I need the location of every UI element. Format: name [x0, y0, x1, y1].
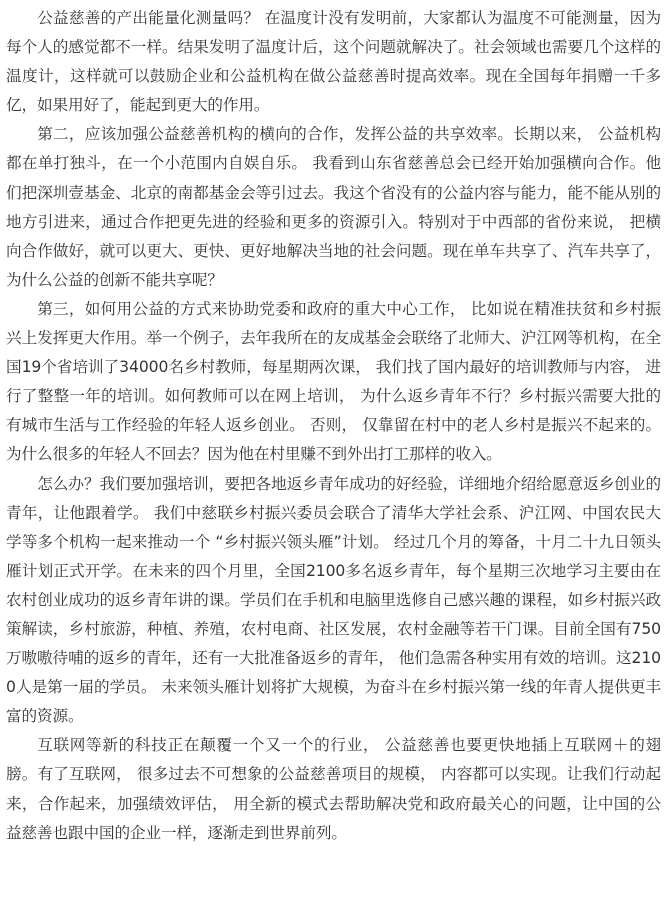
paragraph-internet-plus: 互联网等新的科技正在颠覆一个又一个的行业， 公益慈善也要更快地插上互联网＋的翅膀。有了互联网， 很多过去不可想象的公益慈善项目的规模， 内容都可以实现。让我们行动起来，合作起来，加强绩效评估， 用全新的模式去帮助解决党和政府最关心的问题，让中国的公益慈善也跟中国的企业一样，逐渐走到世界前列。 [6, 736, 661, 842]
paragraph-third-rural-revitalization: 第三，如何用公益的方式来协助党委和政府的重大中心工作， 比如说在精准扶贫和乡村振兴上发挥更大作用。举一个例子，去年我所在的友成基金会联络了北师大、沪江网等机构，在全国19个省培训了34000名乡村教师，每星期两次课， 我们找了国内最好的培训教师与内容， 进行了整整一年的培训。如何教师可以在网上培训， 为什么返乡青年不行？乡村振兴需要大批的有城市生活与工作经验的年轻人返乡创业。 否则， 仅靠留在村中的老人乡村是振兴不起来的。为什么很多的年轻人不回去？因为他在村里赚不到外出打工那样的收入。 [6, 299, 661, 464]
paragraph-training-plan: 怎么办？我们要加强培训，要把各地返乡青年成功的好经验，详细地介绍给愿意返乡创业的青年，让他跟着学。 我们中慈联乡村振兴委员会联合了清华大学社会系、沪江网、中国农民大学等多个机构一起来推动一个 “乡村振兴领头雁”计划。 经过几个月的筹备，十月二十九日领头雁计划正式开学。在未来的四个月里，全国2100多名返乡青年，每个星期三次地学习主要由在农村创业成功的返乡青年讲的课。学员们在手机和电脑里选修自己感兴趣的课程，如乡村振兴政策解读，乡村旅游，种植、养殖，农村电商、社区发展，农村金融等若干门课。目前全国有750万嗷嗷待哺的返乡的青年，还有一大批准备返乡的青年， 他们急需各种实用有效的培训。这2100人是第一届的学员。 未来领头雁计划将扩大规模，为奋斗在乡村振兴第一线的年青人提供更丰富的资源。 [6, 474, 661, 726]
paragraph-measurement: 公益慈善的产出能量化测量吗？ 在温度计没有发明前，大家都认为温度不可能测量，因为每个人的感觉都不一样。结果发明了温度计后，这个问题就解决了。社会领域也需要几个这样的温度计，这样就可以鼓励企业和公益机构在做公益慈善时提高效率。现在全国每年捐赠一千多亿，如果用好了，能起到更大的作用。 [6, 9, 661, 115]
paragraph-second-cooperation: 第二，应该加强公益慈善机构的横向的合作，发挥公益的共享效率。长期以来， 公益机构都在单打独斗，在一个小范围内自娱自乐。 我看到山东省慈善总会已经开始加强横向合作。他们把深圳壹基金、北京的南都基金会等引过去。我这个省没有的公益内容与能力，能不能从别的地方引进来，通过合作把更先进的经验和更多的资源引入。特别对于中西部的省份来说， 把横向合作做好，就可以更大、更快、更好地解决当地的社会问题。现在单车共享了、汽车共享了，为什么公益的创新不能共享呢？ [6, 125, 661, 289]
